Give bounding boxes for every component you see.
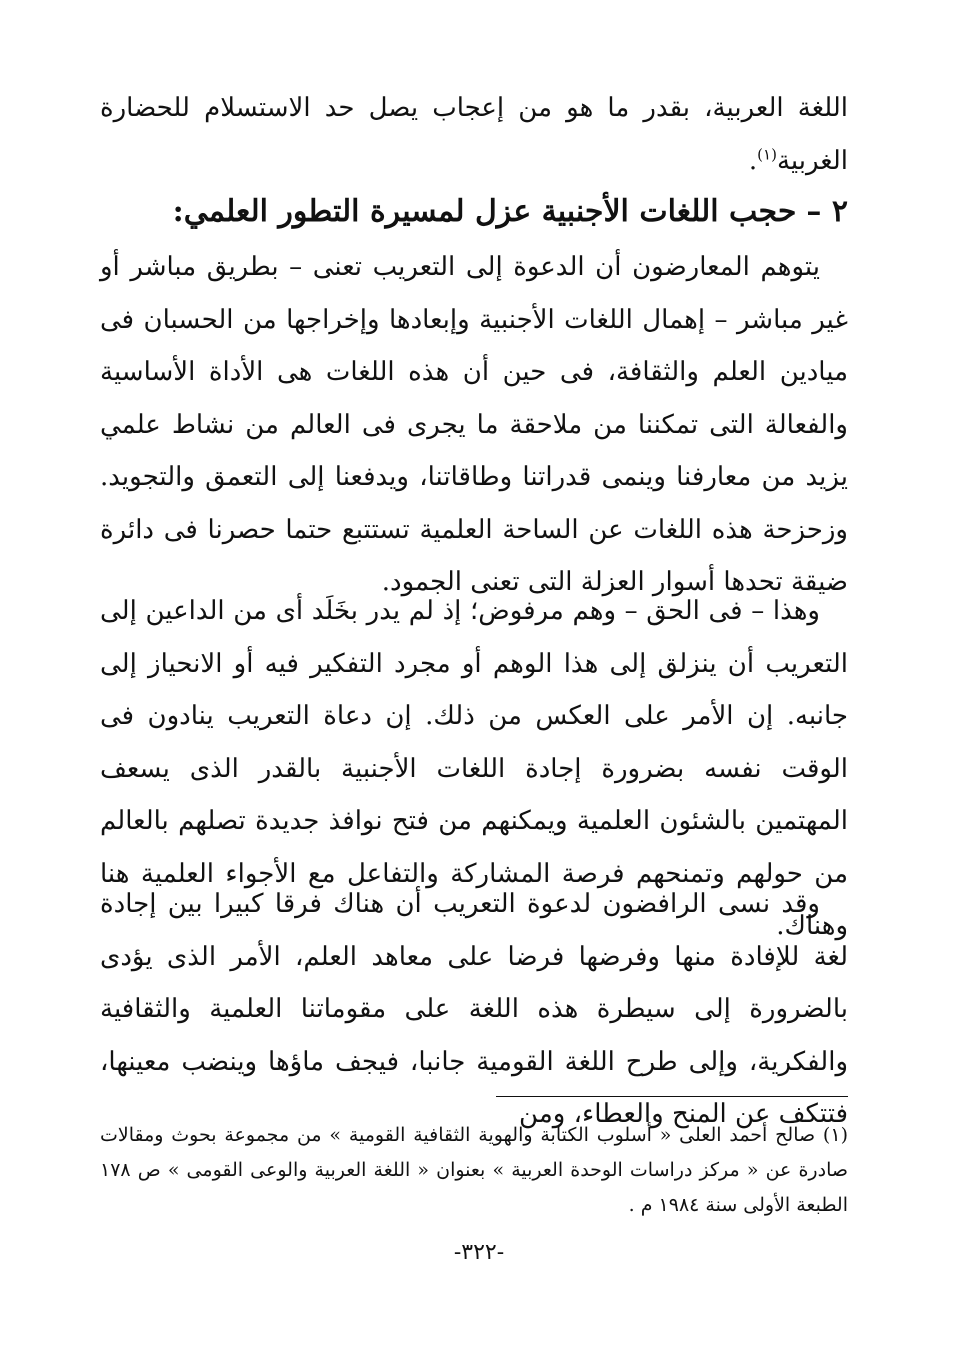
paragraph-3 [100, 878, 848, 1141]
heading-number: ٢ – [806, 194, 848, 229]
footnote-divider [496, 1096, 848, 1097]
intro-body: اللغة العربية، بقدر ما هو من إعجاب يصل حد الاستسلام للحضارة الغربية [100, 93, 848, 176]
paragraph-1 [100, 241, 848, 609]
paragraph-text: يتوهم المعارضون أن الدعوة إلى التعريب تعنى – بطريق مباشر أو غير مباشر – إهمال اللغات الأجنبية وإبعادها وإخراجها من الحسبان فى ميادين العلم والثقافة، فى حين أن هذه اللغات هى الأداة الأساسية والفعالة التى تمكننا من ملاحقة ما يجرى فى العالم من نشاط علمي يزيد من معارفنا وينمى قدراتنا وطاقاتنا، ويدفعنا إلى التعمق والتجويد. وزحزحة هذه اللغات عن الساحة العلمية تستتبع حتما حصرنا فى دائرة ضيقة تحدها أسوار العزلة التى تعنى الجمود. [100, 252, 848, 597]
paragraph-text: وهذا – فى الحق – وهم مرفوض؛ إذ لم يدر بخَلَد أى من الداعين إلى التعريب أن ينزلق إلى هذا الوهم أو مجرد التفكير فيه أو الانحياز إلى جانبه. إن الأمر على العكس من ذلك. إن دعاة التعريب ينادون فى الوقت نفسه بضرورة إجادة اللغات الأجنبية بالقدر الذى يسعف المهتمين بالشئون العلمية ويمكنهم من فتح نوافذ جديدة تصلهم بالعالم من حولهم وتمنحهم فرصة المشاركة والتفاعل مع الأجواء العلمية هنا وهناك. [100, 596, 848, 941]
heading-text: حجب اللغات الأجنبية عزل لمسيرة التطور العلمي: [172, 194, 797, 229]
paragraph-text: وقد نسى الرافضون لدعوة التعريب أن هناك فرقا كبيرا بين إجادة لغة للإفادة منها وفرضها فرضا على معاهد العلم، الأمر الذى يؤدى بالضرورة إلى سيطرة هذه اللغة على مقوماتنا العلمية والثقافية والفكرية، وإلى طرح اللغة القومية جانبا، فيجف ماؤها وينضب معينها، فتتكف عن المنح والعطاء، ومن [100, 889, 848, 1129]
footnote: (١) صالح أحمد العلى « أسلوب الكتابة والهوية الثقافية القومية » من مجموعة بحوث ومقالات صادرة عن « مركز دراسات الوحدة العربية » بعنوان « اللغة العربية والوعى القومى » ص ١٧٨ الطبعة الأولى سنة ١٩٨٤ م . [100, 1124, 848, 1216]
footnote-ref: (١) [757, 144, 777, 163]
intro-text [100, 82, 848, 187]
section-heading [100, 186, 848, 238]
intro-end: . [748, 145, 758, 176]
intro-paragraph [100, 82, 848, 187]
page-number: -٣٢٢- [453, 1240, 505, 1265]
